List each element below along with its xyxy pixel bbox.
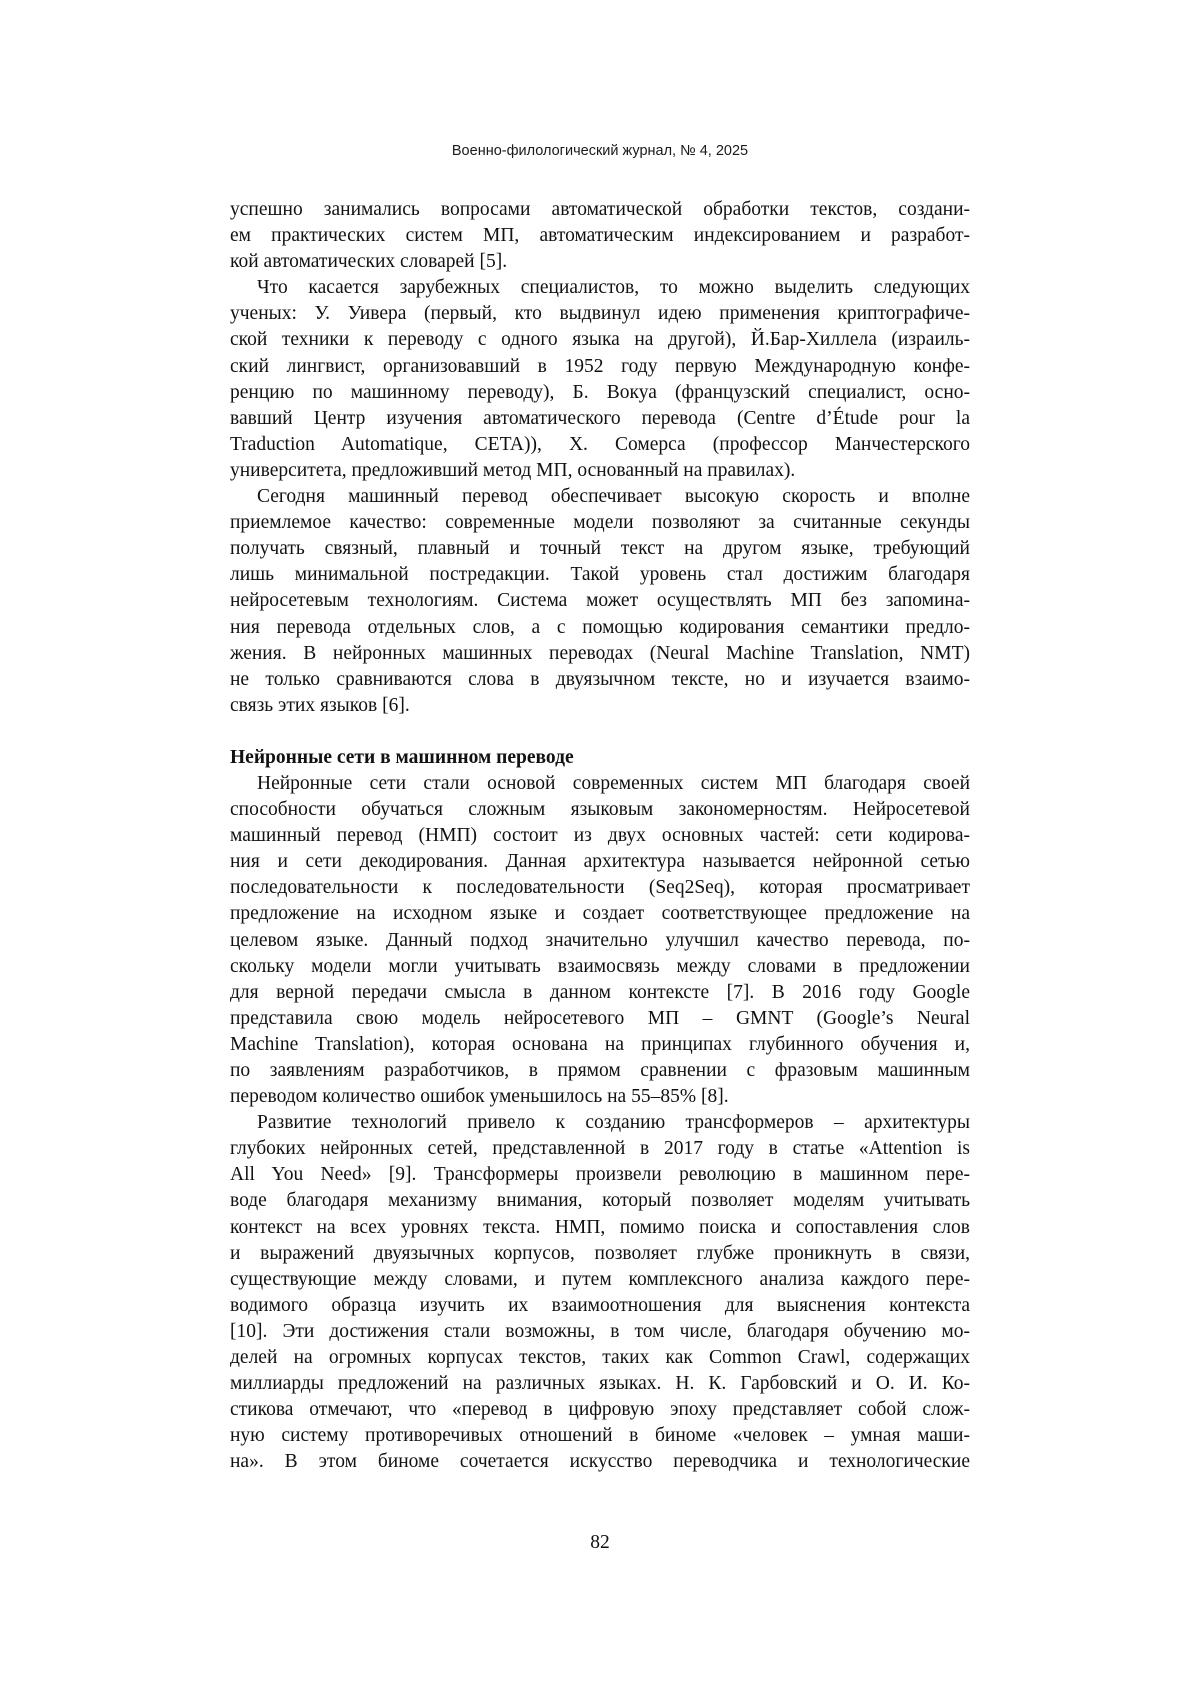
text-line: кой автоматических словарей [5]. bbox=[230, 251, 508, 273]
text-line: скольку модели могли учитывать взаимосвязь между словами в предложении bbox=[230, 955, 970, 977]
text-line: получать связный, плавный и точный текст на другом языке, требующий bbox=[230, 538, 970, 560]
paragraph-5 bbox=[230, 1110, 970, 1475]
text-line: ния перевода отдельных слов, а с помощью кодирования семантики предло- bbox=[230, 616, 970, 638]
text-line: миллиарды предложений на различных языках. Н. К. Гарбовский и О. И. Ко- bbox=[230, 1373, 970, 1395]
text-line: Traduction Automatique, CETA)), Х. Сомерса (профессор Манчестерского bbox=[230, 433, 970, 455]
section-heading: Нейронные сети в машинном переводе bbox=[230, 746, 574, 768]
text-line: All You Need» [9]. Трансформеры произвели революцию в машинном пере- bbox=[230, 1164, 970, 1186]
text-line: ской техники к переводу с одного языка на другой), Й.Бар-Хиллела (израиль- bbox=[230, 329, 970, 351]
text-line: контекст на всех уровнях текста. НМП, помимо поиска и сопоставления слов bbox=[230, 1216, 970, 1238]
text-line: ский лингвист, организовавший в 1952 году первую Международную конфе- bbox=[230, 355, 970, 377]
text-line: лишь минимальной постредакции. Такой уровень стал достижим благодаря bbox=[230, 564, 970, 586]
text-line: стикова отмечают, что «перевод в цифровую эпоху представляет собой слож- bbox=[230, 1399, 970, 1421]
text-line: для верной передачи смысла в данном контексте [7]. В 2016 году Google bbox=[230, 981, 970, 1003]
text-line: последовательности к последовательности (Seq2Seq), которая просматривает bbox=[230, 877, 970, 899]
text-line: приемлемое качество: современные модели позволяют за считанные секунды bbox=[230, 512, 970, 534]
section-spacer bbox=[230, 719, 970, 745]
text-line: жения. В нейронных машинных переводах (Neural Machine Translation, NMT) bbox=[230, 642, 970, 664]
paragraph-3 bbox=[230, 484, 970, 719]
text-line: по заявлениям разработчиков, в прямом сравнении с фразовым машинным bbox=[230, 1060, 970, 1081]
text-line: ученых: У. Уивера (первый, кто выдвинул идею применения криптографиче- bbox=[230, 303, 970, 325]
text-line: делей на огромных корпусах текстов, таких как Common Crawl, содержащих bbox=[230, 1347, 970, 1369]
text-line: Нейронные сети стали основой современных систем МП благодаря своей bbox=[257, 772, 970, 794]
text-line: ем практических систем МП, автоматическим индексированием и разработ- bbox=[230, 225, 970, 247]
text-line: воде благодаря механизму внимания, который позволяет моделям учитывать bbox=[230, 1190, 970, 1212]
text-line: успешно занимались вопросами автоматической обработки текстов, создани- bbox=[230, 199, 970, 220]
text-line: водимого образца изучить их взаимоотношения для выяснения контекста bbox=[230, 1294, 970, 1316]
page-number: 82 bbox=[590, 1532, 610, 1553]
text-line: способности обучаться сложным языковым закономерностям. Нейросетевой bbox=[230, 799, 970, 821]
text-line: машинный перевод (НМП) состоит из двух основных частей: сети кодирова- bbox=[230, 825, 970, 847]
text-line: Что касается зарубежных специалистов, то можно выделить следующих bbox=[257, 277, 970, 299]
text-line: ную систему противоречивых отношений в биноме «человек – умная маши- bbox=[230, 1425, 970, 1447]
text-line: переводом количество ошибок уменьшилось на 55–85% [8]. bbox=[230, 1086, 729, 1108]
text-line: Развитие технологий привело к созданию трансформеров – архитектуры bbox=[257, 1112, 970, 1134]
text-line: Machine Translation), которая основана на принципах глубинного обучения и, bbox=[230, 1033, 970, 1055]
text-line: вавший Центр изучения автоматического перевода (Centre d’Étude pour la bbox=[230, 407, 970, 429]
text-line: глубоких нейронных сетей, представленной в 2017 году в статье «Attention is bbox=[230, 1138, 970, 1160]
text-line: ния и сети декодирования. Данная архитектура называется нейронной сетью bbox=[230, 851, 970, 873]
text-line: предложение на исходном языке и создает соответствующее предложение на bbox=[230, 903, 970, 925]
running-header: Военно-филологический журнал, № 4, 2025 bbox=[451, 143, 749, 159]
text-line: целевом языке. Данный подход значительно улучшил качество перевода, по- bbox=[230, 929, 970, 951]
text-line: связь этих языков [6]. bbox=[230, 694, 410, 716]
text-line: не только сравниваются слова в двуязычном тексте, но и изучается взаимо- bbox=[230, 668, 970, 690]
paragraph-2 bbox=[230, 275, 970, 484]
text-line: Сегодня машинный перевод обеспечивает высокую скорость и вполне bbox=[257, 486, 970, 508]
text-line: университета, предложивший метод МП, основанный на правилах). bbox=[230, 459, 796, 481]
text-line: представила свою модель нейросетевого МП – GMNT (Google’s Neural bbox=[230, 1007, 970, 1029]
paragraph-4 bbox=[230, 771, 970, 1110]
text-line: нейросетевым технологиям. Система может осуществлять МП без запомина- bbox=[230, 590, 970, 612]
text-line: и выражений двуязычных корпусов, позволяет глубже проникнуть в связи, bbox=[230, 1242, 970, 1264]
text-line: существующие между словами, и путем комплексного анализа каждого пере- bbox=[230, 1268, 970, 1290]
text-line: ренцию по машинному переводу), Б. Вокуа (французский специалист, осно- bbox=[230, 381, 970, 403]
article-body bbox=[230, 197, 970, 1476]
text-line: [10]. Эти достижения стали возможны, в том числе, благодаря обучению мо- bbox=[230, 1320, 970, 1342]
paragraph-1 bbox=[230, 197, 970, 275]
text-line: на». В этом биноме сочетается искусство переводчика и технологические bbox=[230, 1451, 970, 1473]
